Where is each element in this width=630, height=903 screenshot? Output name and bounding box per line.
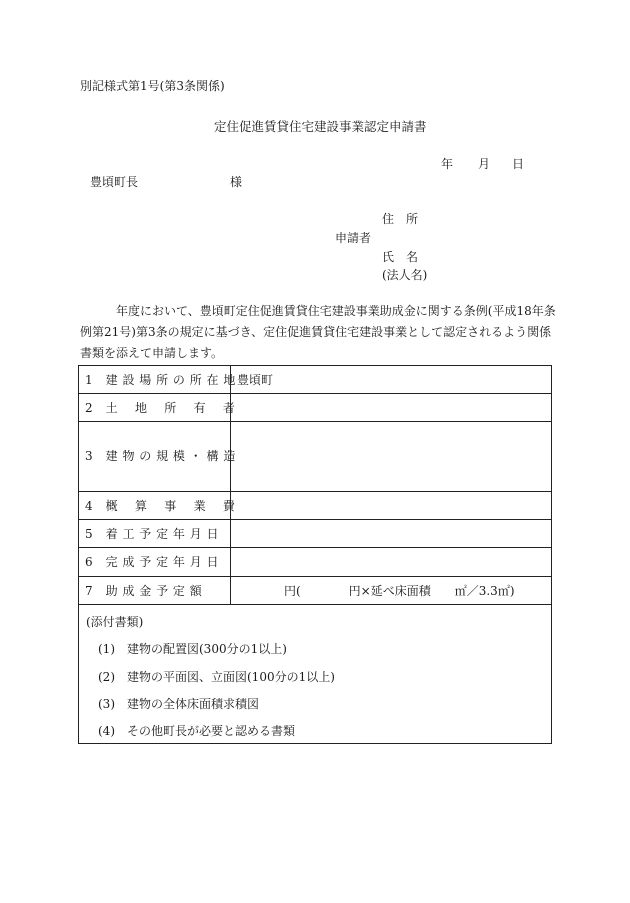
row-label-grant-amount: 7 助 成 金 予 定 額 — [85, 584, 203, 598]
row-divider — [79, 604, 551, 605]
applicant-label: 申請者 — [335, 231, 372, 245]
applicant-name-label: 氏 名 — [382, 250, 419, 264]
form-reference: 別記様式第1号(第3条関係) — [80, 79, 225, 93]
row-label-location: 1 建 設 場 所 の 所 在 地 — [85, 373, 236, 387]
row-divider — [79, 421, 551, 422]
document-title: 定住促進賃貸住宅建設事業認定申請書 — [214, 119, 427, 134]
application-statement: 年度において、豊頃町定住促進賃貸住宅建設事業助成金に関する条例(平成18年条例第21号)第3条の規定に基づき、定住促進賃貸住宅建設事業として認定されるよう関係書類を添えて申請します。 — [80, 304, 556, 360]
applicant-address-label: 住 所 — [382, 212, 419, 226]
row-divider — [79, 491, 551, 492]
date-day: 日 — [512, 157, 525, 171]
date-month: 月 — [478, 157, 491, 171]
attachment-item: (3) 建物の全体床面積求積図 — [98, 697, 259, 711]
row-divider — [79, 576, 551, 577]
row-divider — [79, 519, 551, 520]
row-label-landowner: 2 土 地 所 有 者 — [85, 401, 236, 415]
row-divider — [79, 393, 551, 394]
attachments-title: (添付書類) — [86, 615, 144, 629]
row-label-start-date: 5 着 工 予 定 年 月 日 — [85, 527, 220, 541]
row-value-grant-amount: 円( 円×延べ床面積 ㎡／3.3㎡) — [284, 584, 515, 598]
addressee-name: 豊頃町長 — [90, 175, 139, 189]
attachment-item: (1) 建物の配置図(300分の1以上) — [98, 642, 287, 656]
attachment-item: (2) 建物の平面図、立面図(100分の1以上) — [98, 670, 335, 684]
applicant-corp-label: (法人名) — [382, 268, 428, 282]
attachment-item: (4) その他町長が必要と認める書類 — [98, 724, 295, 738]
row-divider — [79, 547, 551, 548]
row-label-building-scale: 3 建 物 の 規 模 ・ 構 造 — [85, 449, 236, 463]
row-label-cost-estimate: 4 概 算 事 業 費 — [85, 499, 236, 513]
addressee-suffix: 様 — [230, 175, 243, 189]
date-year: 年 — [441, 157, 454, 171]
row-value-location: 豊頃町 — [237, 373, 274, 387]
application-table — [78, 365, 552, 744]
row-label-completion-date: 6 完 成 予 定 年 月 日 — [85, 555, 220, 569]
